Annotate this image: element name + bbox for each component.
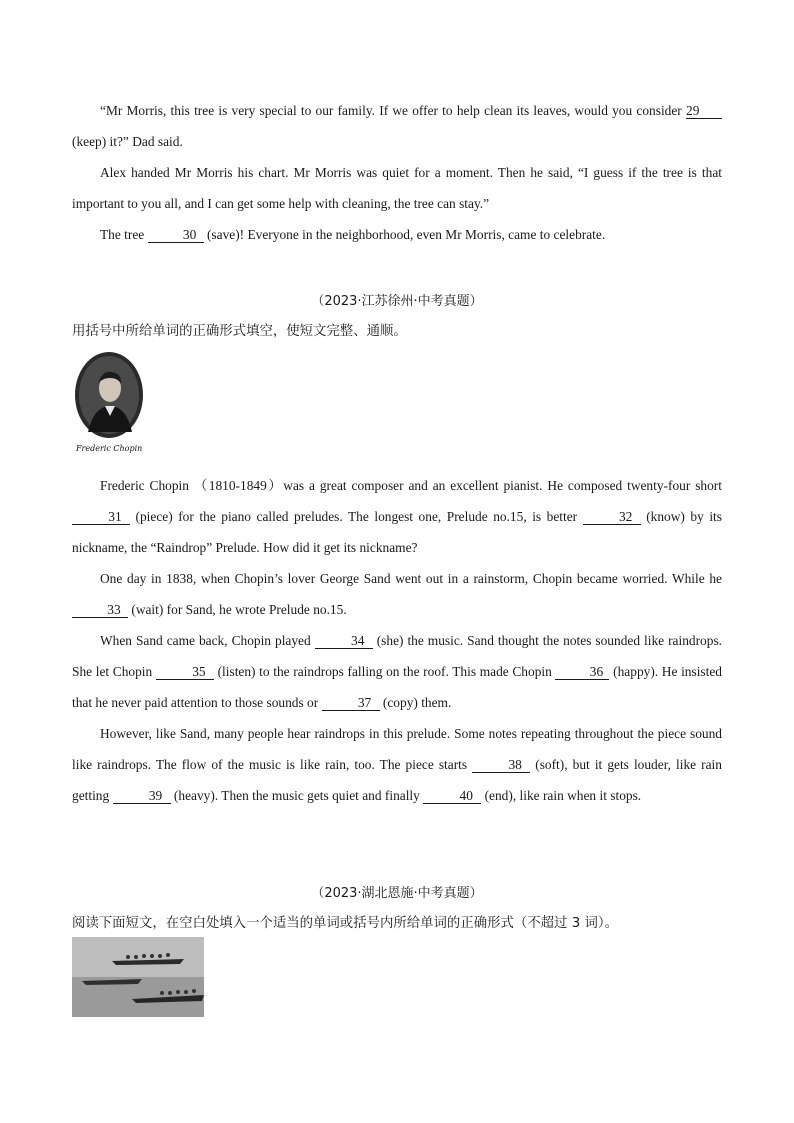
paragraph: [72, 95, 722, 157]
dragon-boat-image: [72, 937, 204, 1017]
blank-30[interactable]: 30: [148, 228, 204, 243]
question-source: （2023·江苏徐州·中考真题）: [311, 294, 483, 309]
text: (piece) for the piano called preludes. The longest one, Prelude no.15, is better: [135, 509, 578, 524]
blank-40[interactable]: 40: [423, 789, 481, 804]
paragraph: [72, 470, 722, 563]
text: (know) by its nickname, the “Raindrop” Prelude. How did it get its nickname?: [72, 509, 722, 555]
chopin-portrait-image: [72, 350, 146, 462]
text: (keep) it?” Dad said.: [72, 134, 183, 149]
text: (end), like rain when it stops.: [484, 788, 642, 803]
blank-37[interactable]: 37: [322, 696, 380, 711]
text: “Mr Morris, this tree is very special to our family. If we offer to help clean its leaves, would you consider: [100, 103, 682, 118]
text: (heavy). Then the music gets quiet and finally: [173, 788, 420, 803]
text: Frederic Chopin （1810-1849）was a great composer and an excellent pianist. He composed twenty-four short: [100, 478, 722, 493]
text: (happy). He insisted that he never paid attention to those sounds or: [72, 664, 722, 710]
section2-text: [72, 470, 722, 811]
blank-32[interactable]: 32: [583, 510, 641, 525]
paragraph: [72, 563, 722, 625]
blank-39[interactable]: 39: [113, 789, 171, 804]
blank-29[interactable]: 29: [686, 104, 722, 119]
blank-31[interactable]: 31: [72, 510, 130, 525]
text: However, like Sand, many people hear raindrops in this prelude. Some notes repeating throughout the piece sound like raindrops. The flow of the music is like rain, too. The piece starts: [72, 726, 722, 772]
text: When Sand came back, Chopin played: [100, 633, 311, 648]
text: (copy) them.: [382, 695, 452, 710]
instruction: 用括号中所给单词的正确形式填空，使短文完整、通顺。: [72, 324, 407, 339]
blank-34[interactable]: 34: [315, 634, 373, 649]
text: (she) the music. Sand thought the notes sounded like raindrops. She let Chopin: [72, 633, 723, 679]
blank-35[interactable]: 35: [156, 665, 214, 680]
text: (soft), but it gets louder, like rain getting: [72, 757, 722, 803]
paragraph: Alex handed Mr Morris his chart. Mr Morris was quiet for a moment. Then he said, “I guess if the tree is that important to you all, and I can get some help with cleaning, the tree can stay.”: [72, 165, 722, 211]
text: (wait) for Sand, he wrote Prelude no.15.: [131, 602, 347, 617]
text: (save)! Everyone in the neighborhood, even Mr Morris, came to celebrate.: [206, 227, 606, 242]
blank-33[interactable]: 33: [72, 603, 128, 618]
text: The tree: [100, 227, 145, 242]
blank-38[interactable]: 38: [472, 758, 530, 773]
portrait-caption: Frederic Chopin: [76, 444, 143, 453]
text: One day in 1838, when Chopin’s lover George Sand went out in a rainstorm, Chopin became worried. While he: [100, 571, 722, 586]
question-source: （2023·湖北恩施·中考真题）: [311, 886, 483, 901]
paragraph: [72, 718, 722, 811]
paragraph: [72, 219, 722, 250]
instruction: 阅读下面短文，在空白处填入一个适当的单词或括号内所给单词的正确形式（不超过 3 词）。: [72, 916, 618, 931]
paragraph: [72, 625, 722, 718]
text: (listen) to the raindrops falling on the roof. This made Chopin: [217, 664, 552, 679]
section1-text: [72, 95, 722, 250]
blank-36[interactable]: 36: [555, 665, 609, 680]
